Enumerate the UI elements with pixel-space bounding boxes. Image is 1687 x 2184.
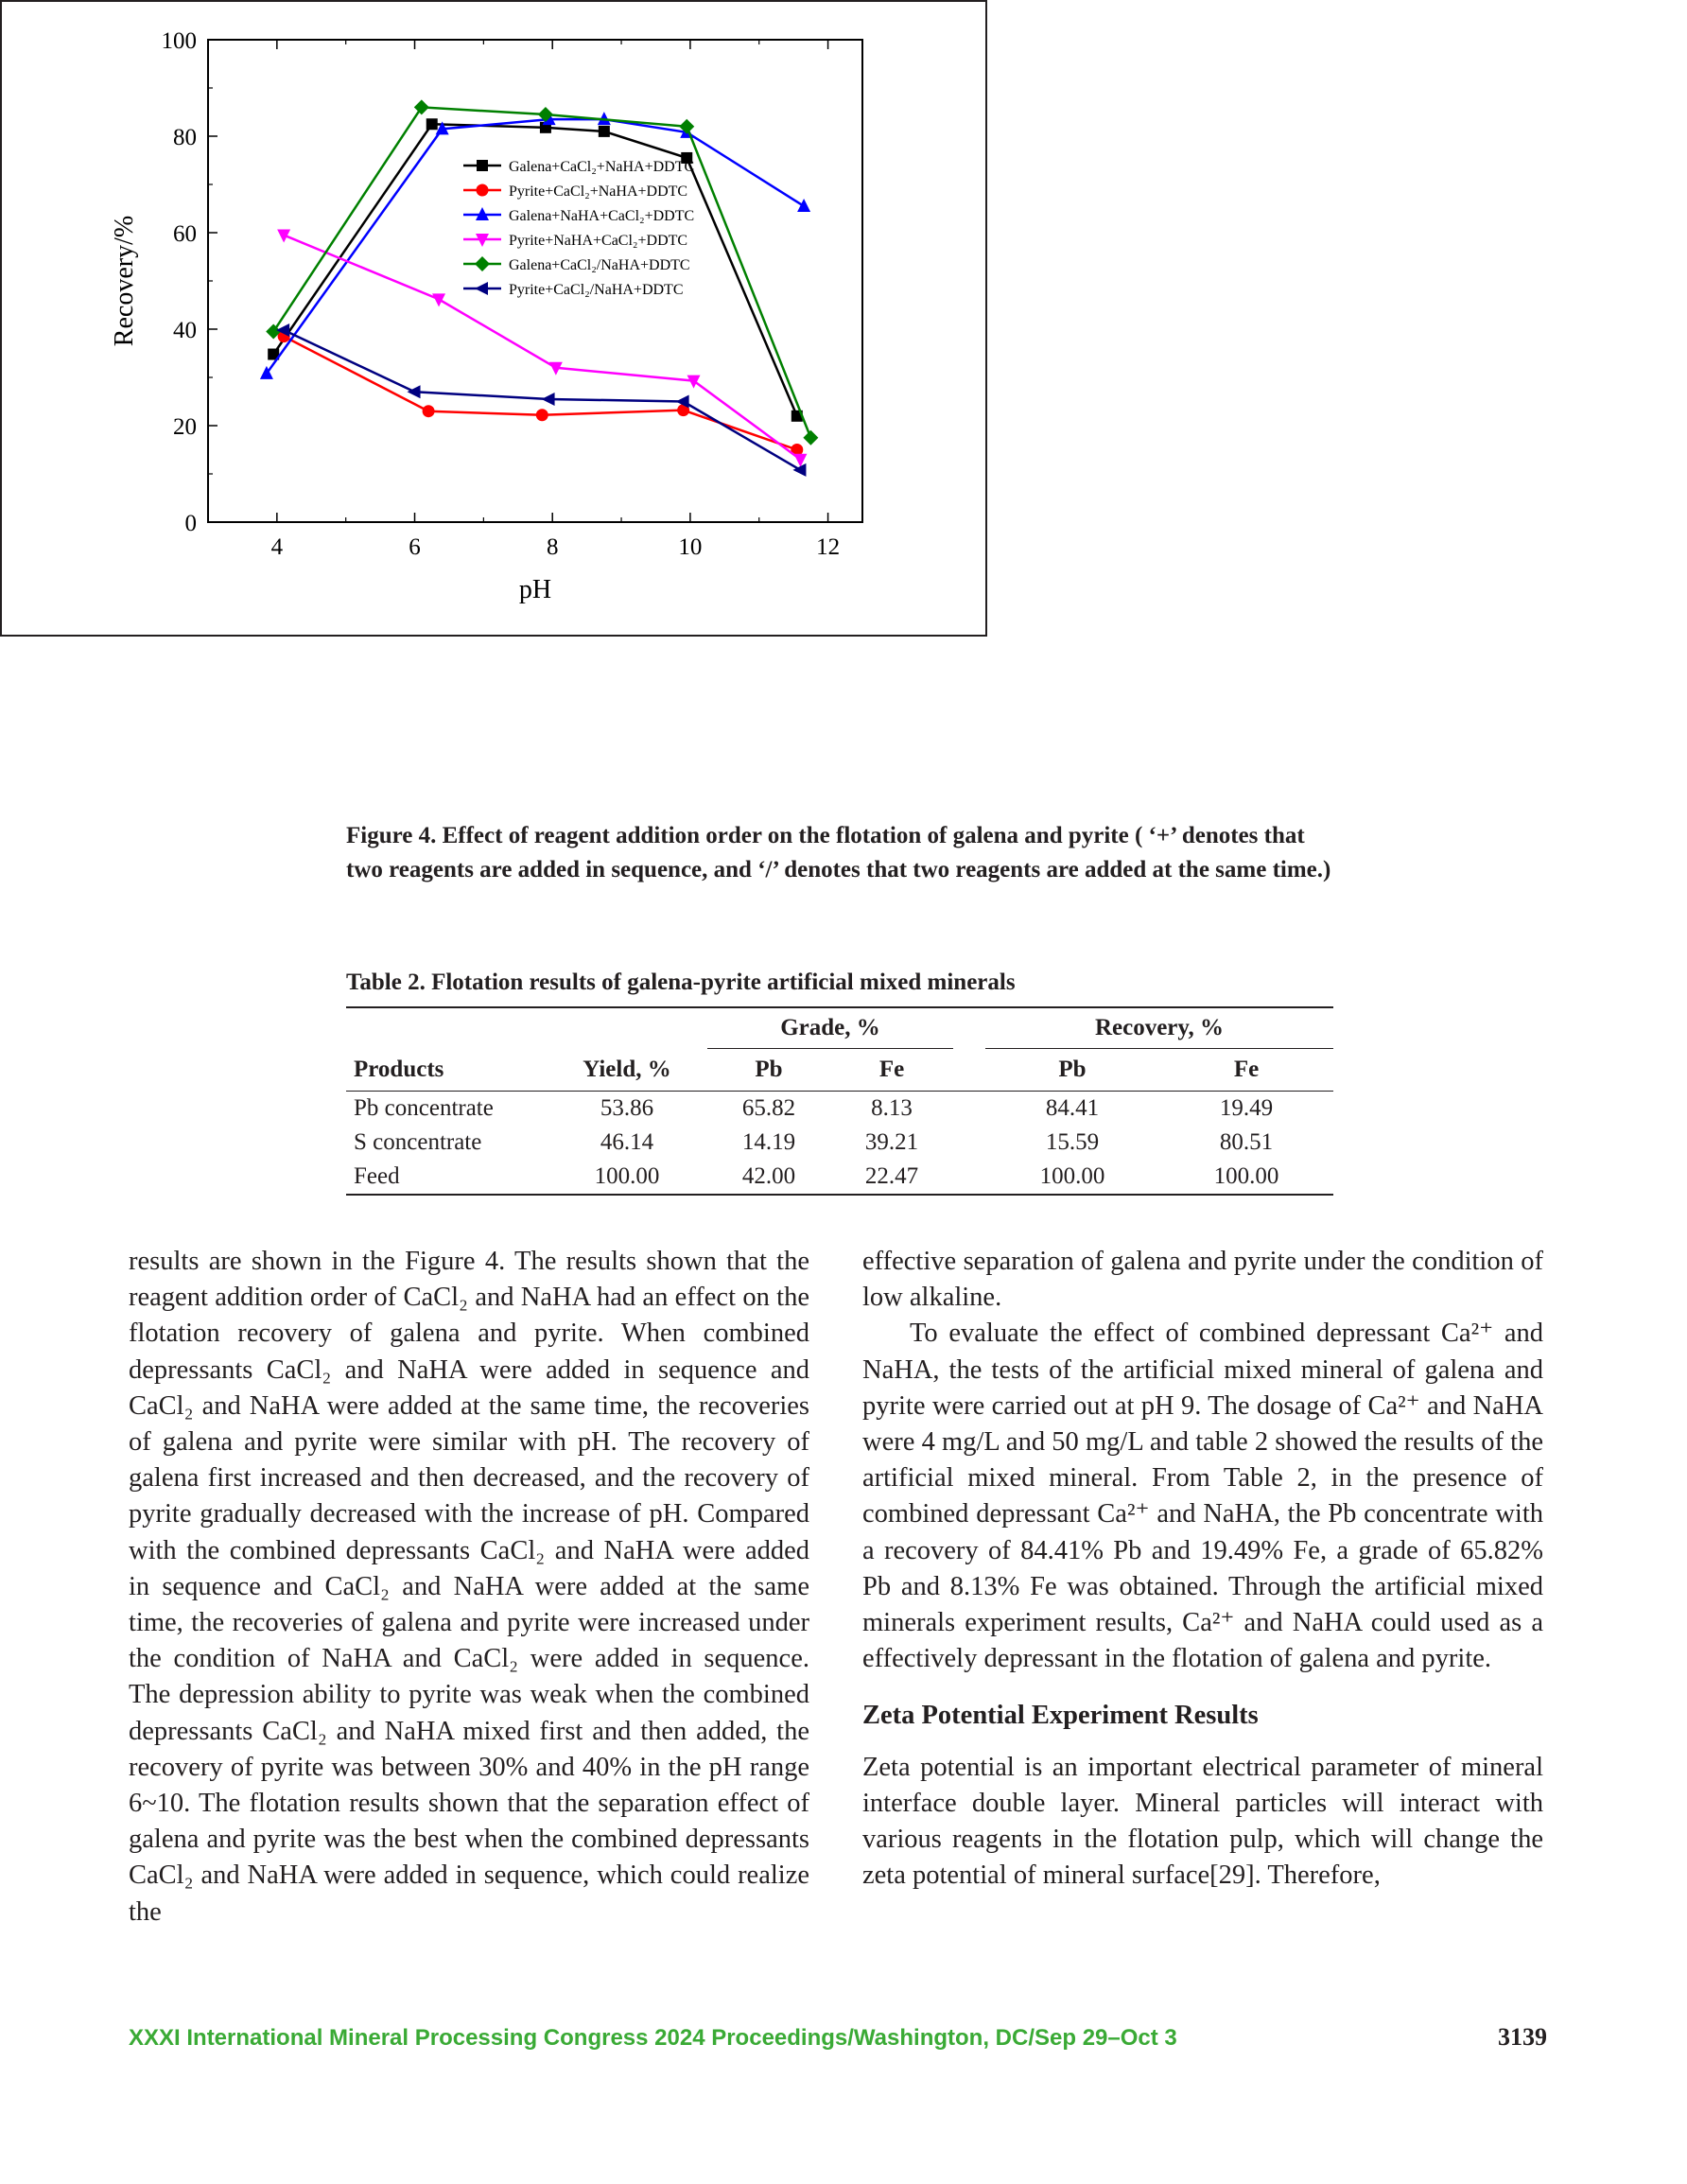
legend-label: Galena+NaHA+CaCl₂+DDTC bbox=[509, 208, 695, 224]
table-cell: 46.14 bbox=[600, 1129, 654, 1155]
body-paragraph: To evaluate the effect of combined depressant Ca²⁺ and NaHA, the tests of the artificial mixed mineral of galena and pyrite were carried out at pH 9. The dosage of Ca²⁺ and NaHA were 4 mg/L and 50 mg/L and table 2 showed the results of the artificial mixed mineral. From Table 2, in the presence of combined depressant Ca²⁺ and NaHA, the Pb concentrate with a recovery of 84.41% Pb and 19.49% Fe, a grade of 65.82% Pb and 8.13% Fe was obtained. Through the artificial mixed minerals experiment results, Ca²⁺ and NaHA could used as a effectively depressant in the flotation of galena and pyrite. bbox=[862, 1319, 1543, 1674]
legend-marker bbox=[475, 282, 488, 295]
column-header: Yield, % bbox=[583, 1056, 671, 1082]
y-tick-label: 40 bbox=[173, 318, 197, 343]
figure-frame bbox=[0, 0, 987, 637]
x-tick-label: 4 bbox=[270, 534, 284, 560]
legend-label: Pyrite+CaCl₂+NaHA+DDTC bbox=[509, 183, 688, 200]
y-tick-label: 20 bbox=[173, 414, 197, 440]
legend-label: Galena+CaCl₂/NaHA+DDTC bbox=[509, 257, 690, 273]
data-point bbox=[803, 430, 818, 446]
body-paragraph: results are shown in the Figure 4. The results shown that the reagent addition order of CaCl₂ and NaHA had an effect on the flotation recovery of galena and pyrite. When combined depressants CaCl₂ and NaHA were added in sequence and CaCl₂ and NaHA were added at the same time, the recoveries of galena and pyrite were similar with pH. The recovery of galena first increased and then decreased, and the recovery of pyrite gradually decreased with the increase of pH. Compared with the combined depressants CaCl₂ and NaHA were added in sequence and CaCl₂ and NaHA were added at the same time, the recoveries of galena and pyrite were increased under the condition of NaHA and CaCl₂ were added in sequence. The depression ability to pyrite was weak when the combined depressants CaCl₂ and NaHA mixed first and then added, the recovery of pyrite was between 30% and 40% in the pH range 6~10. The flotation results shown that the separation effect of galena and pyrite was the best when the combined depressants CaCl₂ and NaHA were added in sequence, which could realize the bbox=[129, 1247, 809, 1927]
y-axis-label: Recovery/% bbox=[110, 215, 139, 347]
legend-label: Pyrite+CaCl₂/NaHA+DDTC bbox=[509, 282, 684, 298]
table-cell: 100.00 bbox=[1213, 1163, 1279, 1189]
table-cell: 65.82 bbox=[741, 1095, 796, 1121]
legend-marker bbox=[477, 160, 488, 171]
table-cell: 15.59 bbox=[1045, 1129, 1100, 1155]
x-tick-label: 8 bbox=[546, 534, 559, 560]
data-point bbox=[432, 293, 445, 306]
x-tick-label: 10 bbox=[678, 534, 703, 560]
column-header: Products bbox=[354, 1056, 444, 1082]
data-point bbox=[423, 405, 435, 417]
table-cell: 39.21 bbox=[864, 1129, 919, 1155]
column-header: Pb bbox=[755, 1057, 783, 1082]
table-cell: 42.00 bbox=[741, 1163, 796, 1189]
y-tick-label: 80 bbox=[173, 125, 197, 150]
section-heading: Zeta Potential Experiment Results bbox=[862, 1701, 1259, 1731]
legend-marker bbox=[475, 256, 490, 271]
table-cell: 8.13 bbox=[871, 1095, 913, 1121]
table-cell: Pb concentrate bbox=[354, 1095, 494, 1121]
y-tick-label: 100 bbox=[161, 28, 197, 54]
left-column bbox=[129, 1244, 809, 1931]
data-point bbox=[414, 99, 429, 114]
data-point bbox=[542, 393, 555, 406]
figure-caption: Figure 4. Effect of reagent addition order on the flotation of galena and pyrite ( ‘+’ denotes that two reagents are added in sequence, and ‘/’ denotes that two reagents are added at the same time.) bbox=[346, 823, 1331, 882]
table-row bbox=[346, 1126, 1333, 1160]
grade-group-header: Grade, % bbox=[707, 1007, 953, 1049]
series-line bbox=[284, 330, 800, 470]
table-title: Table 2. Flotation results of galena-pyrite artificial mixed minerals bbox=[346, 970, 1016, 995]
body-paragraph: effective separation of galena and pyrite under the condition of low alkaline. bbox=[862, 1247, 1543, 1313]
table-cell: 22.47 bbox=[864, 1163, 919, 1189]
footer-title: XXXI International Mineral Processing Congress 2024 Proceedings/Washington, DC/Sep 29–Oct 3 bbox=[129, 2025, 1177, 2051]
table-cell: 19.49 bbox=[1219, 1095, 1274, 1121]
right-column bbox=[862, 1244, 1543, 1894]
column-header: Fe bbox=[878, 1057, 905, 1082]
data-point bbox=[426, 118, 438, 130]
x-tick-label: 6 bbox=[409, 534, 421, 560]
table-cell: Feed bbox=[354, 1163, 400, 1189]
legend-marker bbox=[477, 184, 489, 197]
legend-label: Pyrite+NaHA+CaCl₂+DDTC bbox=[509, 233, 688, 249]
y-tick-label: 60 bbox=[173, 221, 197, 247]
table-row bbox=[346, 1160, 1333, 1195]
table-cell: 14.19 bbox=[741, 1129, 796, 1155]
legend-label: Galena+CaCl₂+NaHA+DDTC bbox=[509, 159, 695, 175]
results-table bbox=[346, 1006, 1333, 1196]
table-cell: 53.86 bbox=[600, 1095, 654, 1121]
table-cell: 84.41 bbox=[1045, 1095, 1100, 1121]
data-point bbox=[687, 376, 701, 389]
data-point bbox=[599, 126, 610, 137]
table-cell: 100.00 bbox=[1039, 1163, 1105, 1189]
y-tick-label: 0 bbox=[184, 511, 197, 536]
data-point bbox=[536, 409, 548, 421]
column-header: Fe bbox=[1233, 1057, 1260, 1082]
recovery-group-header: Recovery, % bbox=[985, 1007, 1333, 1049]
table-cell: 80.51 bbox=[1219, 1129, 1274, 1155]
table-row bbox=[346, 1092, 1333, 1127]
page-number: 3139 bbox=[1498, 2023, 1547, 2051]
table-cell: S concentrate bbox=[354, 1129, 482, 1155]
data-point bbox=[408, 385, 421, 398]
data-point bbox=[797, 199, 810, 212]
series-line bbox=[284, 337, 797, 450]
column-header: Pb bbox=[1058, 1057, 1087, 1082]
table-group-header-row bbox=[346, 1007, 1333, 1049]
data-point bbox=[792, 463, 806, 477]
body-paragraph: Zeta potential is an important electrical parameter of mineral interface double layer. Mineral particles will interact with various reagents in the flotation pulp, which will change the zeta potential of mineral surface[29]. Therefore, bbox=[862, 1752, 1543, 1891]
x-tick-label: 12 bbox=[816, 534, 841, 560]
x-axis-label: pH bbox=[518, 575, 552, 604]
table-cell: 100.00 bbox=[594, 1163, 660, 1189]
table-header-row bbox=[346, 1049, 1333, 1092]
recovery-chart bbox=[0, 0, 983, 633]
